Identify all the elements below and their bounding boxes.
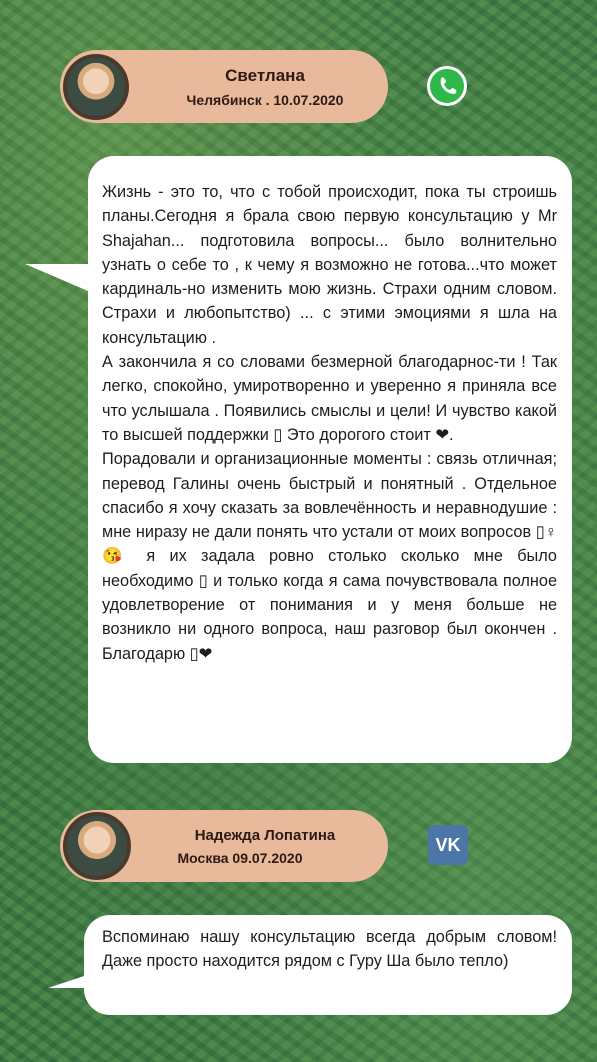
avatar	[63, 812, 131, 880]
reviewer-name: Надежда Лопатина	[194, 827, 336, 844]
vk-icon[interactable]: VK	[428, 825, 468, 865]
whatsapp-icon[interactable]	[427, 66, 467, 106]
speech-bubble-tail	[25, 264, 95, 294]
reviewer-name: Светлана	[225, 66, 305, 85]
review-date: Москва 09.07.2020	[177, 850, 303, 866]
avatar	[63, 54, 129, 120]
review-text: Жизнь - это то, что с тобой происходит, пока ты строишь планы.Сегодня я брала свою первую консультацию у Mr Shajahan... подготовила вопросы... было волнительно узнать о себе то , к чему я возможно не готова...что может кардиналь-но изменить мою жизнь. Страхи одним словом. Страхи и любопытство) ... с этими эмоциями я шла на консультацию . А закончила я со словами безмерной благодарнос-ти ! Так легко, спокойно, умиротворенно и уверенно я приняла все что услышала . Появились смыслы и цели! И чувство какой то высшей поддержки ▯ Это дорогого стоит ❤. Порадовали и организационные моменты : связь отличная; перевод Галины очень быстрый и понятный . Отдельное спасибо я хочу сказать за вовлечённость и неравнодушие : мне ниразу не дали понять что устали от моих вопросов ▯♀ 😘 я их задала ровно столько сколько мне было необходимо ▯ и только когда я сама почувствовала полное удовлетворение от понимания и у меня больше не возникло ни одного вопроса, наш разговор был окончен . Благодарю ▯❤	[102, 183, 557, 663]
review-date: Челябинск . 10.07.2020	[186, 92, 344, 108]
review-text: Вспоминаю нашу консультацию всегда добрым словом! Даже просто находится рядом с Гуру Ша было тепло)	[102, 928, 557, 971]
